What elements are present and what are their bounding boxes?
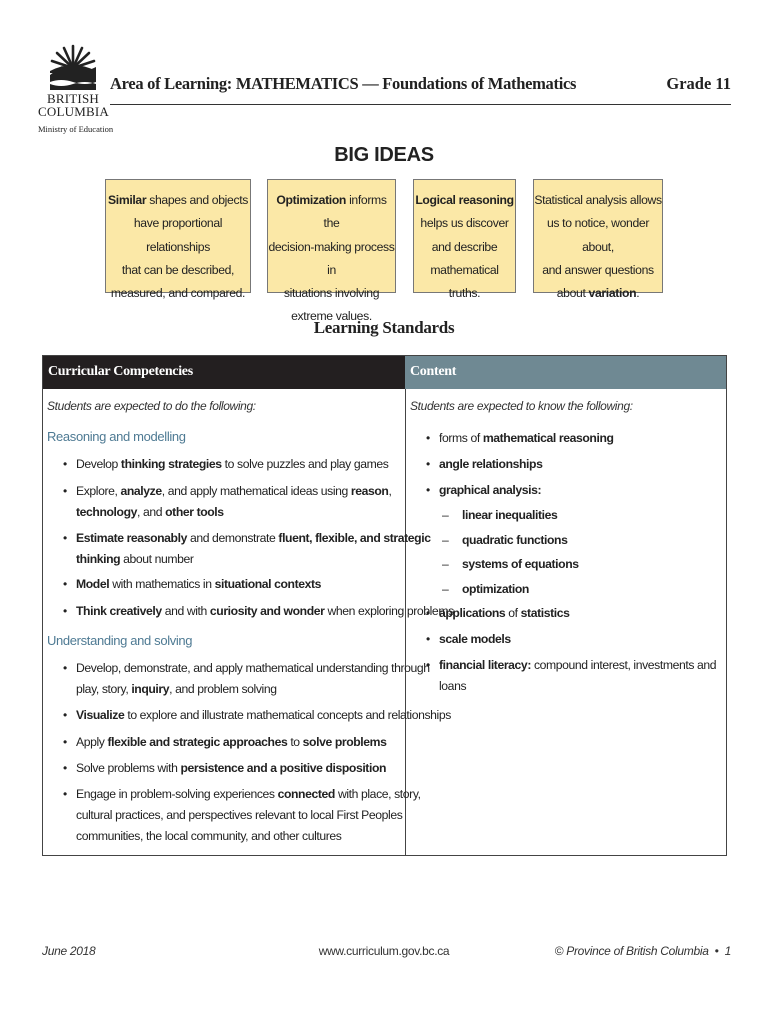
content-intro: Students are expected to know the following:: [410, 399, 633, 413]
sub-list-item: – quadratic functions: [462, 530, 567, 551]
idea-text: helps us discover: [420, 216, 509, 231]
grade-label: Grade 11: [666, 74, 731, 93]
list-item: • scale models: [439, 629, 511, 650]
idea-text: measured, and compared.: [110, 286, 246, 301]
sub-list-item: – systems of equations: [462, 554, 579, 575]
header-divider: [110, 104, 731, 105]
idea-text: situations involving: [283, 286, 380, 301]
section-heading-reasoning: Reasoning and modelling: [47, 429, 186, 444]
list-item: • Estimate reasonably and demonstrate fluent, flexible, and strategic thinking about number: [76, 528, 431, 570]
idea-text: decision-making process in: [268, 239, 395, 277]
idea-text: about: [556, 286, 589, 301]
idea-text: extreme values.: [291, 309, 372, 324]
column-header-curricular-competencies: Curricular Competencies: [43, 356, 405, 389]
idea-text: shapes and objects: [146, 193, 248, 207]
idea-keyword: variation: [588, 286, 637, 301]
idea-text: and answer questions: [542, 262, 654, 277]
big-idea-card-optimization: [267, 179, 396, 324]
idea-text: have proportional relationships: [133, 216, 223, 254]
list-item: • Apply flexible and strategic approaches to solve problems: [76, 732, 386, 753]
list-item: • Engage in problem-solving experiences connected with place, story, cultural practices, and perspectives relevant to local First Peoples communities, the local community, and other cultures: [76, 784, 421, 847]
list-item: • Visualize to explore and illustrate mathematical concepts and relationships: [76, 705, 451, 726]
list-item: • Solve problems with persistence and a positive disposition: [76, 758, 386, 779]
list-item: • financial literacy: compound interest, investments and loans: [439, 655, 726, 697]
big-idea-card-statistical-analysis: [533, 179, 663, 301]
idea-text: us to notice, wonder about,: [546, 216, 650, 254]
list-item: • angle relationships: [439, 454, 542, 475]
sub-list-item: – linear inequalities: [462, 505, 557, 526]
footer-copyright: © Province of British Columbia • 1: [554, 944, 731, 958]
idea-text: informs the: [323, 193, 387, 231]
idea-text: and describe: [431, 239, 498, 254]
idea-text: that can be described,: [121, 262, 235, 277]
list-item: • forms of mathematical reasoning: [439, 428, 614, 449]
idea-keyword: Optimization: [276, 193, 347, 207]
competencies-intro: Students are expected to do the following:: [47, 399, 256, 413]
bc-logo: [38, 42, 114, 134]
footer-url[interactable]: www.curriculum.gov.bc.ca: [318, 944, 450, 958]
logo-text-ministry: Ministry of Education: [38, 124, 114, 134]
idea-text: Statistical analysis allows: [534, 193, 662, 207]
list-item: • Think creatively and with curiosity and wonder when exploring problems: [76, 601, 454, 622]
big-idea-card-similar: [105, 179, 251, 301]
list-item: • applications of statistics: [439, 603, 570, 624]
idea-text: .: [636, 286, 640, 301]
big-idea-card-logical-reasoning: [413, 179, 516, 301]
column-header-content: Content: [405, 356, 726, 389]
idea-keyword: Similar: [108, 193, 147, 207]
learning-standards-title: Learning Standards: [313, 318, 455, 337]
logo-text-columbia: COLUMBIA: [38, 104, 109, 119]
sun-mountain-emblem-icon: [48, 42, 98, 92]
list-item: • Explore, analyze, and apply mathematical ideas using reason, technology, and other tools: [76, 481, 391, 523]
logo-text-british: BRITISH: [47, 91, 99, 106]
page-title: Area of Learning: MATHEMATICS — Foundations of Mathematics: [110, 74, 577, 93]
list-item: • graphical analysis:: [439, 480, 541, 501]
idea-text: mathematical truths.: [430, 262, 499, 301]
footer-date: June 2018: [42, 944, 96, 958]
list-item: • Develop, demonstrate, and apply mathematical understanding through play, story, inquiry, and problem solving: [76, 658, 430, 700]
sub-list-item: – optimization: [462, 579, 529, 600]
list-item: • Model with mathematics in situational contexts: [76, 574, 321, 595]
list-item: • Develop thinking strategies to solve puzzles and play games: [76, 454, 388, 475]
learning-standards-table: [42, 355, 727, 856]
idea-keyword: Logical reasoning: [415, 193, 514, 207]
section-heading-understanding: Understanding and solving: [47, 633, 193, 648]
big-ideas-title: BIG IDEAS: [334, 144, 434, 166]
